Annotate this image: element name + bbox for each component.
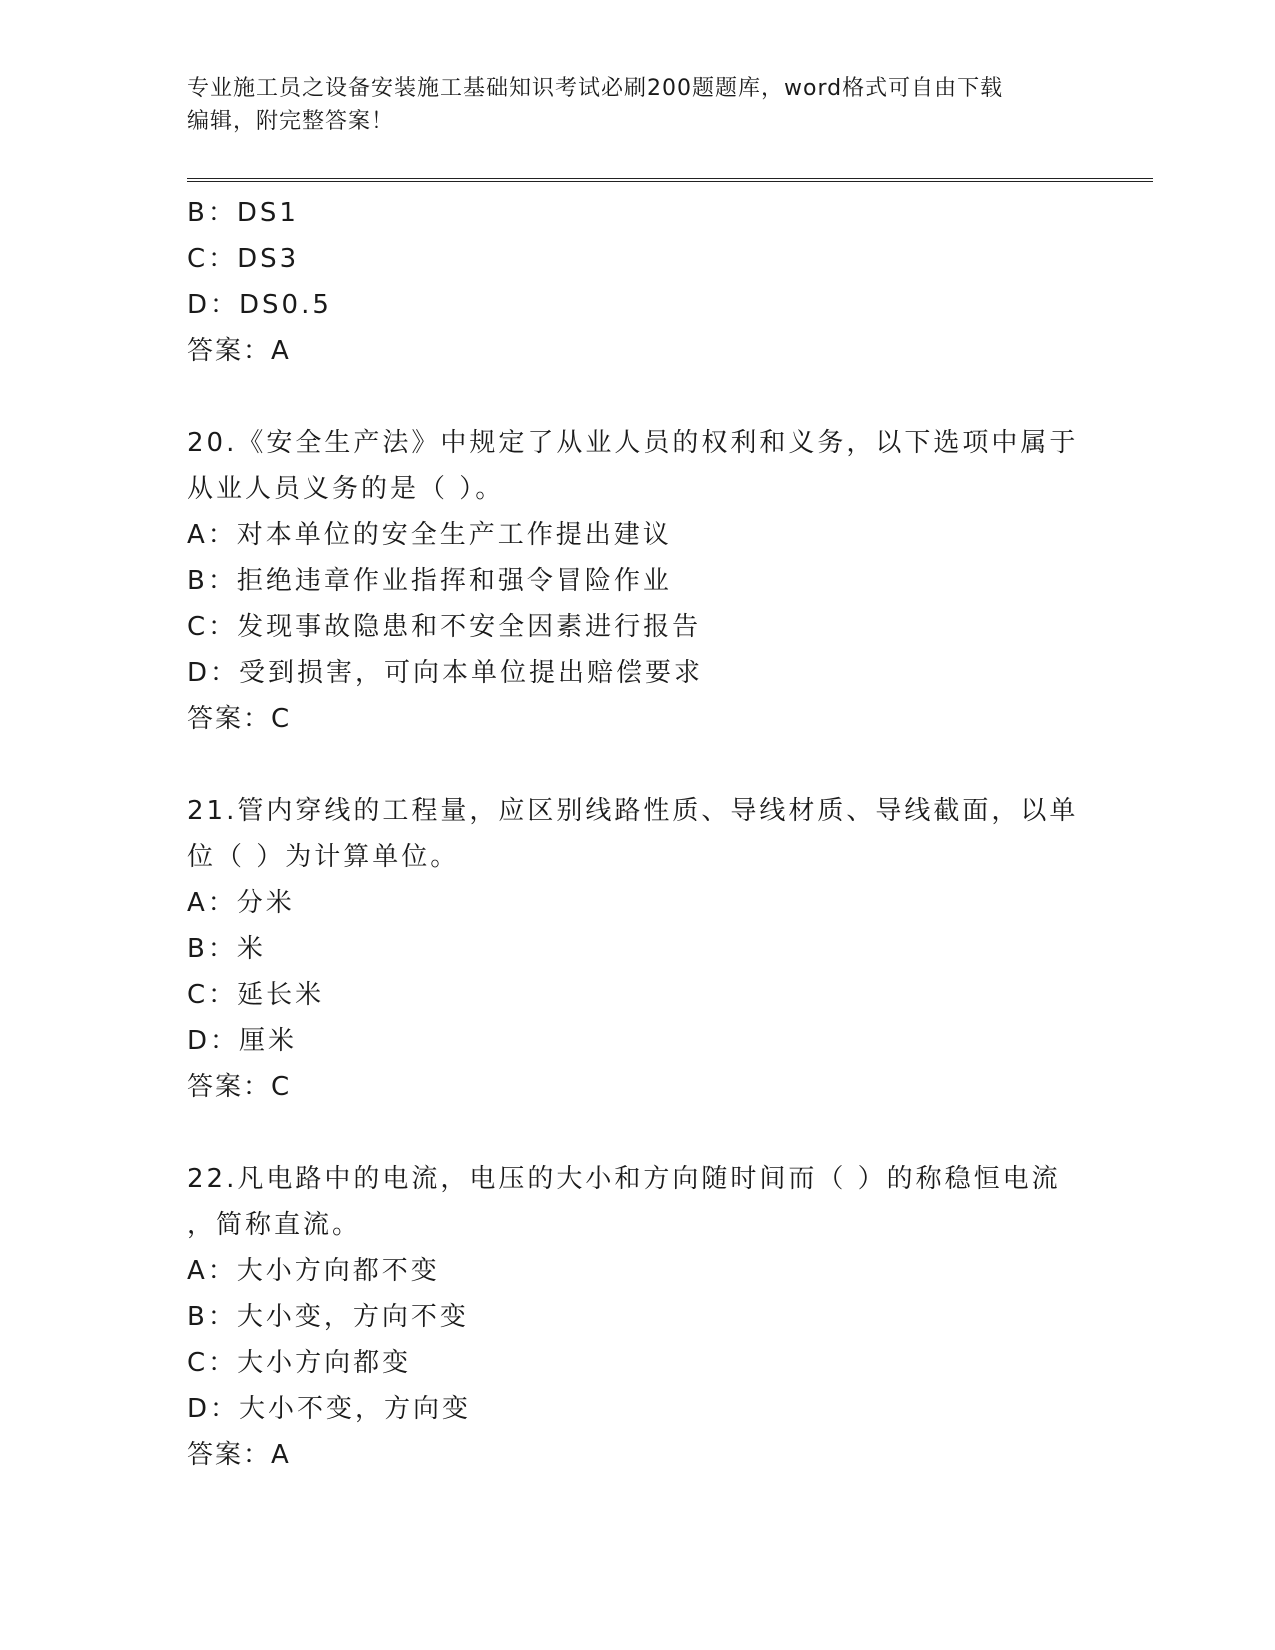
question-21	[187, 788, 1087, 1110]
document-header	[187, 72, 1067, 138]
option-b: B：拒绝违章作业指挥和强令冒险作业	[187, 566, 672, 596]
question-stem-line-2: ，简称直流。	[187, 1210, 362, 1240]
option-b: B：DS1	[187, 198, 299, 228]
header-line-1: 专业施工员之设备安装施工基础知识考试必刷200题题库，word格式可自由下载	[187, 76, 1004, 101]
header-divider	[187, 178, 1153, 182]
option-c: C：大小方向都变	[187, 1348, 412, 1378]
question-stem-line-1: 21.管内穿线的工程量，应区别线路性质、导线材质、导线截面，以单	[187, 796, 1079, 826]
spacer	[187, 1110, 1087, 1156]
answer-line: 答案：C	[187, 704, 292, 734]
option-b: B：米	[187, 934, 266, 964]
answer-line: 答案：A	[187, 1440, 291, 1470]
option-b: B：大小变，方向不变	[187, 1302, 469, 1332]
option-d: D：厘米	[187, 1026, 298, 1056]
option-d: D：大小不变，方向变	[187, 1394, 472, 1424]
option-a: A：对本单位的安全生产工作提出建议	[187, 520, 672, 550]
answer-line: 答案：A	[187, 336, 291, 366]
question-stem-line-1: 22.凡电路中的电流，电压的大小和方向随时间而（ ）的称稳恒电流	[187, 1164, 1061, 1194]
option-c: C：延长米	[187, 980, 325, 1010]
question-stem-line-2: 位（ ）为计算单位。	[187, 842, 460, 872]
question-stem-line-1: 20.《安全生产法》中规定了从业人员的权利和义务，以下选项中属于	[187, 428, 1079, 458]
question-list	[187, 190, 1087, 1478]
question-22	[187, 1156, 1087, 1478]
spacer	[187, 742, 1087, 788]
header-line-2: 编辑，附完整答案！	[187, 109, 395, 134]
option-c: C：DS3	[187, 244, 300, 274]
option-d: D：受到损害，可向本单位提出赔偿要求	[187, 658, 704, 688]
option-c: C：发现事故隐患和不安全因素进行报告	[187, 612, 702, 642]
prev-question-tail	[187, 190, 1087, 374]
spacer	[187, 374, 1087, 420]
option-a: A：分米	[187, 888, 295, 918]
option-a: A：大小方向都不变	[187, 1256, 440, 1286]
question-stem-line-2: 从业人员义务的是（ ）。	[187, 474, 505, 504]
answer-line: 答案：C	[187, 1072, 292, 1102]
question-20	[187, 420, 1087, 742]
option-d: D：DS0.5	[187, 290, 332, 320]
